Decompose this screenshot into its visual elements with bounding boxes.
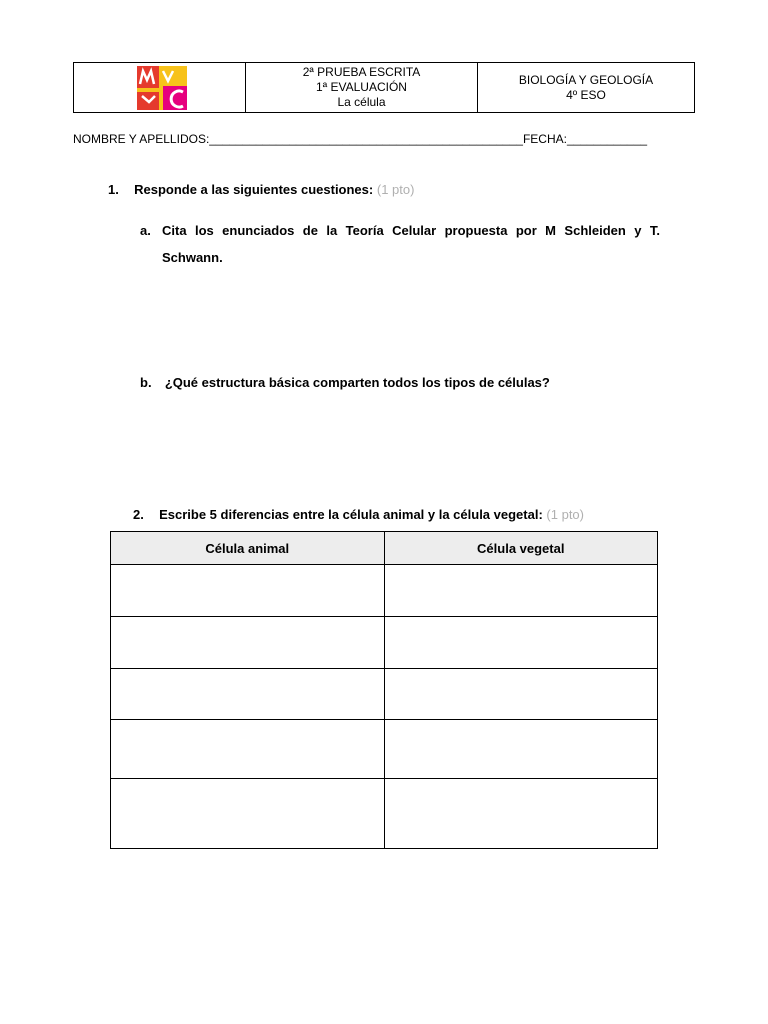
question-1a-label: a. bbox=[140, 223, 151, 238]
subject-name: BIOLOGÍA Y GEOLOGÍA bbox=[518, 72, 654, 87]
question-1-points: (1 pto) bbox=[376, 182, 415, 197]
answer-cell[interactable] bbox=[111, 669, 385, 720]
question-1-number: 1. bbox=[108, 182, 119, 197]
question-1a-text: Cita los enunciados de la Teoría Celular propuesta por M Schleiden y T. Schwann. bbox=[162, 223, 660, 265]
answer-cell[interactable] bbox=[384, 720, 658, 779]
header-table bbox=[73, 62, 695, 113]
question-2-text: Escribe 5 diferencias entre la célula animal y la célula vegetal: bbox=[159, 507, 543, 522]
answer-cell[interactable] bbox=[384, 669, 658, 720]
question-2-number: 2. bbox=[133, 507, 144, 522]
differences-table bbox=[110, 531, 658, 849]
subject-cell bbox=[478, 63, 694, 112]
student-name-date-line: NOMBRE Y APELLIDOS:_______________________________________________FECHA:____________ bbox=[73, 132, 648, 146]
answer-cell[interactable] bbox=[111, 720, 385, 779]
answer-cell[interactable] bbox=[111, 565, 385, 617]
question-1 bbox=[108, 182, 414, 197]
exam-info-cell bbox=[246, 63, 478, 112]
question-1-text: Responde a las siguientes cuestiones: bbox=[134, 182, 374, 197]
logo-cell bbox=[74, 63, 246, 112]
table-row bbox=[111, 720, 658, 779]
answer-cell[interactable] bbox=[384, 565, 658, 617]
column-header-animal: Célula animal bbox=[111, 532, 385, 565]
exam-title: 2ª PRUEBA ESCRITA bbox=[302, 65, 421, 79]
table-row bbox=[111, 779, 658, 849]
topic-label: La célula bbox=[337, 95, 386, 109]
school-logo-icon bbox=[137, 66, 187, 110]
course-level: 4º ESO bbox=[566, 87, 606, 102]
answer-cell[interactable] bbox=[384, 779, 658, 849]
evaluation-label: 1ª EVALUACIÓN bbox=[316, 80, 407, 94]
table-header-row bbox=[111, 532, 658, 565]
question-2-points: (1 pto) bbox=[546, 507, 584, 522]
answer-cell[interactable] bbox=[111, 617, 385, 669]
column-header-plant: Célula vegetal bbox=[384, 532, 658, 565]
question-1a bbox=[140, 217, 660, 271]
table-row bbox=[111, 565, 658, 617]
question-1b-text: ¿Qué estructura básica comparten todos los tipos de células? bbox=[164, 375, 550, 390]
question-2 bbox=[133, 507, 584, 522]
table-row bbox=[111, 669, 658, 720]
question-1b-label: b. bbox=[140, 375, 152, 390]
question-1b bbox=[140, 375, 550, 390]
answer-cell[interactable] bbox=[111, 779, 385, 849]
table-row bbox=[111, 617, 658, 669]
answer-cell[interactable] bbox=[384, 617, 658, 669]
